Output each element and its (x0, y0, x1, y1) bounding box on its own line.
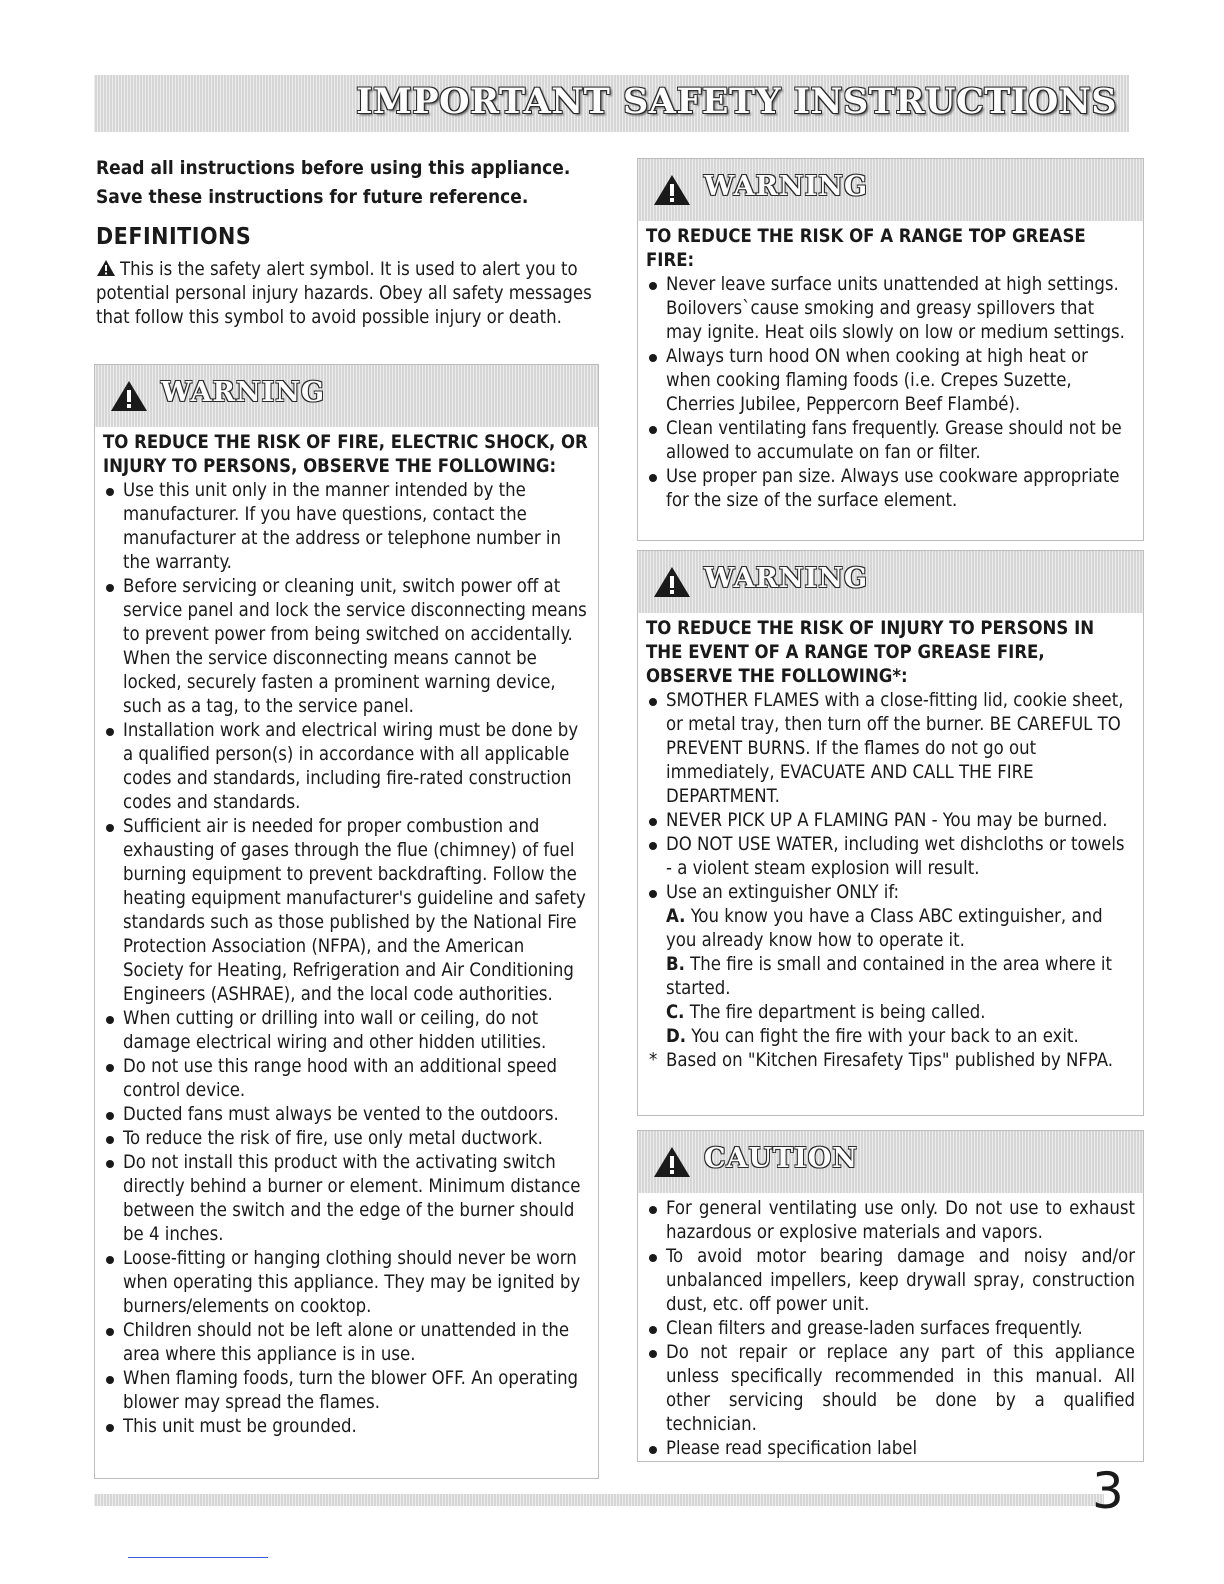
footnote (646, 1049, 1135, 1073)
caution-banner (638, 1131, 1143, 1193)
caution-banner-title: CAUTION (704, 1143, 858, 1174)
list-item: Use proper pan size. Always use cookware appropriate for the size of the surface element. (646, 465, 1135, 513)
warning-banner (95, 365, 598, 427)
list-item: Always turn hood ON when cooking at high heat or when cooking flaming foods (i.e. Crepes Suzette, Cherries Jubilee, Peppercorn Beef Flambé). (646, 345, 1135, 417)
warning-triangle-icon (109, 379, 149, 413)
footnote-asterisk: * (649, 1050, 658, 1071)
warning-banner-title: WARNING (704, 563, 869, 594)
warning-banner-title: WARNING (161, 377, 326, 408)
warning-box-injury (637, 550, 1144, 1116)
list-item: Loose-fitting or hanging clothing should never be worn when operating this appliance. They may be ignited by burners/elements on cooktop. (103, 1247, 590, 1319)
warning-banner (638, 159, 1143, 221)
warning-banner (638, 551, 1143, 613)
header-banner (94, 75, 1129, 132)
warning-triangle-icon (652, 173, 692, 207)
list-item: Before servicing or cleaning unit, switch power off at service panel and lock the service disconnecting means to prevent power from being switched on accidentally. When the service disconnecting means cannot be locked, securely fasten a prominent warning device, such as a tag, to the service panel. (103, 575, 590, 719)
list-item: DO NOT USE WATER, including wet dishcloths or towels - a violent steam explosion will result. (646, 833, 1135, 881)
list-item: Children should not be left alone or unattended in the area where this appliance is in use. (103, 1319, 590, 1367)
list-item: When cutting or drilling into wall or ceiling, do not damage electrical wiring and other hidden utilities. (103, 1007, 590, 1055)
sub-item (646, 1025, 1135, 1049)
list-item: Clean ventilating fans frequently. Grease should not be allowed to accumulate on fan or filter. (646, 417, 1135, 465)
warning-heading: TO REDUCE THE RISK OF FIRE, ELECTRIC SHOCK, OR INJURY TO PERSONS, OBSERVE THE FOLLOWING: (103, 432, 588, 477)
sub-item-letter: B. (666, 954, 685, 975)
list-item: NEVER PICK UP A FLAMING PAN - You may be burned. (646, 809, 1135, 833)
footnote-text: Based on "Kitchen Firesafety Tips" published by NFPA. (666, 1050, 1113, 1071)
sub-item-letter: C. (666, 1002, 685, 1023)
footer-band (94, 1494, 1104, 1506)
warning-box-grease-fire (637, 158, 1144, 541)
list-item: Please read specification label (646, 1437, 1135, 1461)
definitions-heading: DEFINITIONS (96, 224, 252, 250)
sub-item-text: You know you have a Class ABC extinguisher, and you already know how to operate it. (666, 906, 1103, 951)
list-item: Never leave surface units unattended at high settings. Boilovers`cause smoking and greasy spillovers that may ignite. Heat oils slowly on low or medium settings. (646, 273, 1135, 345)
warning-banner-title: WARNING (704, 171, 869, 202)
intro-save-instructions: Save these instructions for future reference. (96, 186, 529, 208)
definitions-text (96, 258, 596, 330)
list-item: Use this unit only in the manner intended by the manufacturer. If you have questions, contact the manufacturer at the address or telephone number in the warranty. (103, 479, 590, 575)
warning-triangle-icon (652, 1145, 692, 1179)
sub-item (646, 953, 1135, 1001)
warning-heading: TO REDUCE THE RISK OF INJURY TO PERSONS IN THE EVENT OF A RANGE TOP GREASE FIRE, OBSERVE THE FOLLOWING*: (646, 618, 1095, 687)
list-item: Installation work and electrical wiring must be done by a qualified person(s) in accordance with all applicable codes and standards, including fire-rated construction codes and standards. (103, 719, 590, 815)
underline-decoration (128, 1557, 268, 1558)
safety-alert-icon (96, 259, 116, 277)
page-title: IMPORTANT SAFETY INSTRUCTIONS (356, 81, 1117, 122)
sub-item-letter: A. (666, 906, 686, 927)
list-item: Clean filters and grease-laden surfaces frequently. (646, 1317, 1135, 1341)
warning-box-fire-shock (94, 364, 599, 1479)
list-item: To avoid motor bearing damage and noisy and/or unbalanced impellers, keep drywall spray, construction dust, etc. off power unit. (646, 1245, 1135, 1317)
list-item: Ducted fans must always be vented to the outdoors. (103, 1103, 590, 1127)
sub-item-text: You can fight the fire with your back to an exit. (691, 1026, 1079, 1047)
definitions-body: This is the safety alert symbol. It is used to alert you to potential personal injury hazards. Obey all safety messages that follow this symbol to avoid possible injury or death. (96, 259, 592, 328)
caution-box (637, 1130, 1144, 1462)
list-item: SMOTHER FLAMES with a close-fitting lid, cookie sheet, or metal tray, then turn off the burner. BE CAREFUL TO PREVENT BURNS. If the flames do not go out immediately, EVACUATE AND CALL THE FIRE DEPARTMENT. (646, 689, 1135, 809)
list-item: When flaming foods, turn the blower OFF. An operating blower may spread the flames. (103, 1367, 590, 1415)
list-item: Do not repair or replace any part of this appliance unless specifically recommended in this manual. All other servicing should be done by a qualified technician. (646, 1341, 1135, 1437)
page-number: 3 (1092, 1462, 1124, 1520)
list-item: Use an extinguisher ONLY if: (646, 881, 1135, 905)
warning-heading: TO REDUCE THE RISK OF A RANGE TOP GREASE FIRE: (646, 226, 1086, 271)
sub-item-text: The fire department is being called. (689, 1002, 986, 1023)
list-item: Do not install this product with the activating switch directly behind a burner or element. Minimum distance between the switch and the edge of the burner should be 4 inches. (103, 1151, 590, 1247)
sub-item-text: The fire is small and contained in the area where it started. (666, 954, 1112, 999)
warning-triangle-icon (652, 565, 692, 599)
sub-item (646, 905, 1135, 953)
list-item: This unit must be grounded. (103, 1415, 590, 1439)
list-item: For general ventilating use only. Do not use to exhaust hazardous or explosive materials and vapors. (646, 1197, 1135, 1245)
sub-item (646, 1001, 1135, 1025)
list-item: Do not use this range hood with an additional speed control device. (103, 1055, 590, 1103)
list-item: Sufficient air is needed for proper combustion and exhausting of gases through the flue (chimney) of fuel burning equipment to prevent backdrafting. Follow the heating equipment manufacturer's guideline and safety standards such as those published by the National Fire Protection Association (NFPA), and the American Society for Heating, Refrigeration and Air Conditioning Engineers (ASHRAE), and the local code authorities. (103, 815, 590, 1007)
list-item: To reduce the risk of fire, use only metal ductwork. (103, 1127, 590, 1151)
sub-item-letter: D. (666, 1026, 687, 1047)
intro-read-instructions: Read all instructions before using this appliance. (96, 157, 571, 179)
